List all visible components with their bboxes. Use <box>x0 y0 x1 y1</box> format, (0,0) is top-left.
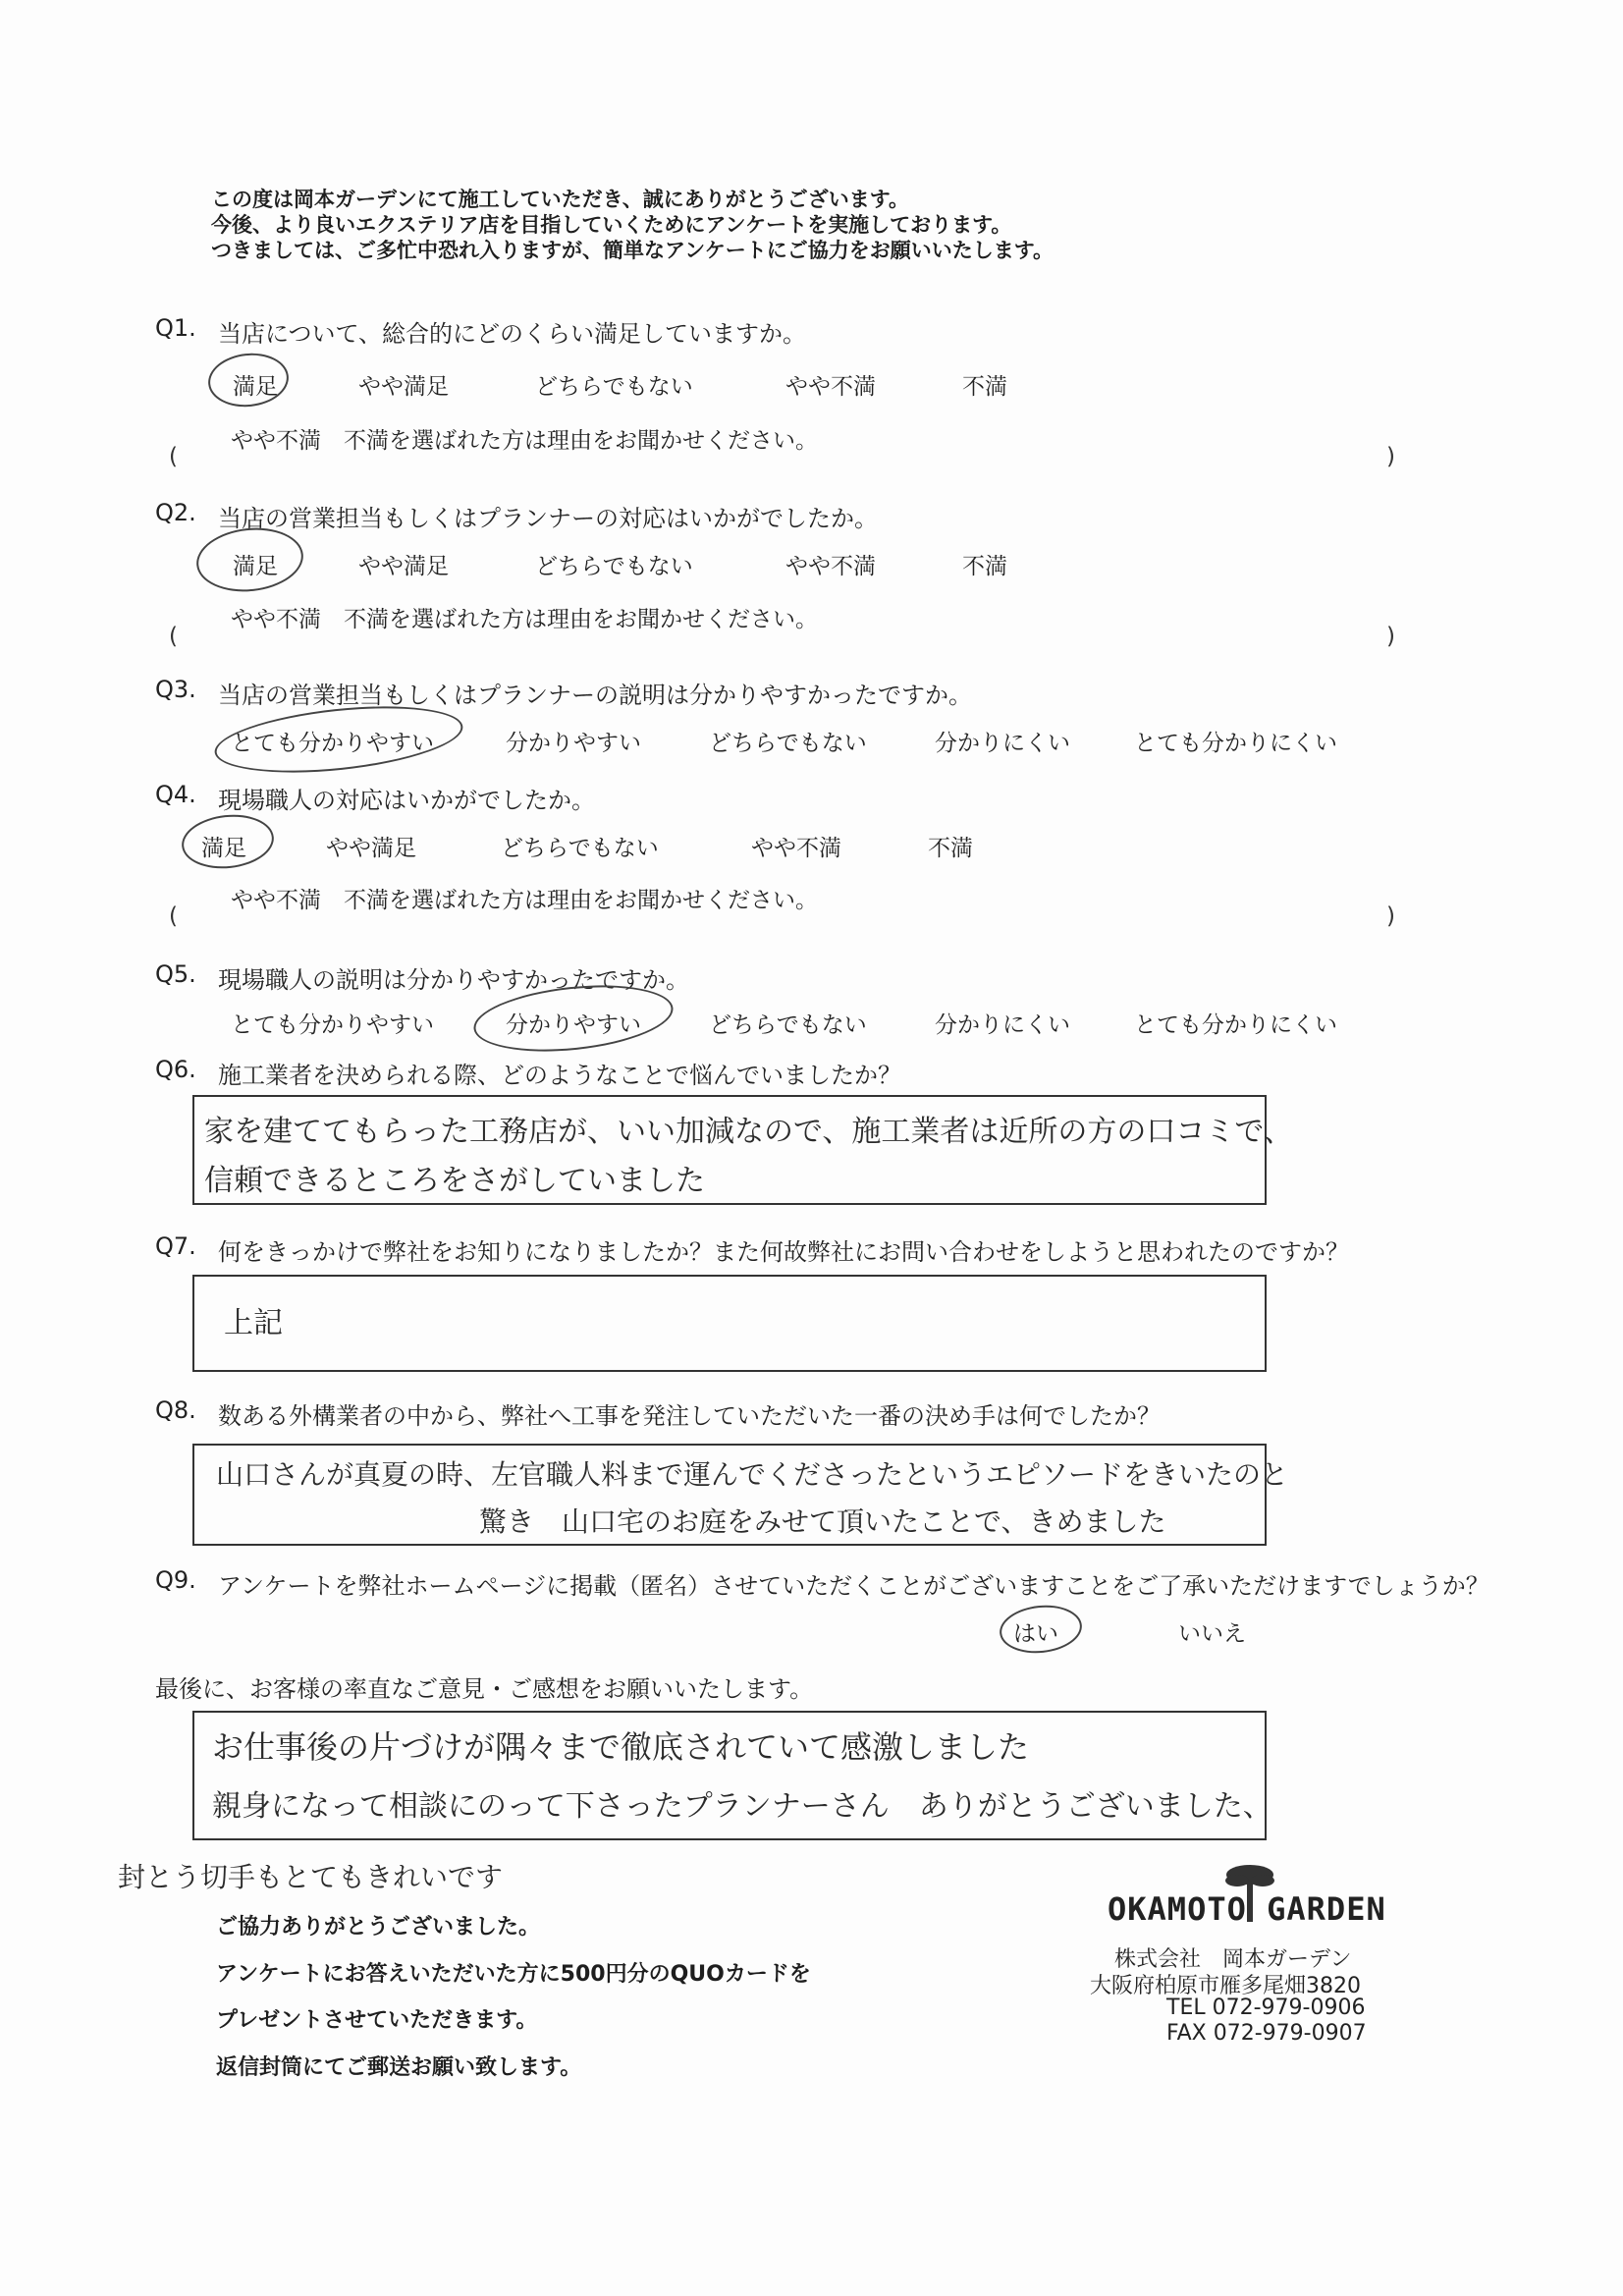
final-prompt: 最後に、お客様の率直なご意見・ご感想をお願いいたします。 <box>155 1675 814 1703</box>
q4-text: 現場職人の対応はいかがでしたか。 <box>218 787 595 814</box>
company-logo <box>1108 1861 1386 1930</box>
q5-opt-4[interactable]: 分かりにくい <box>935 1012 1070 1038</box>
intro-text <box>211 187 1054 263</box>
q4-opt-2[interactable]: やや満足 <box>326 836 416 861</box>
q2-number: Q2. <box>155 499 196 526</box>
q9-number: Q9. <box>155 1566 196 1594</box>
q2-paren-close: ) <box>1386 624 1395 649</box>
q8-answer-box[interactable] <box>192 1444 1289 1546</box>
thanks-line-3: プレゼントさせていただきます。 <box>216 2008 538 2033</box>
q3-text: 当店の営業担当もしくはプランナーの説明は分かりやすかったですか。 <box>218 682 972 709</box>
q4-paren-open: ( <box>169 903 178 929</box>
q9-selection-circle <box>998 1602 1085 1658</box>
q8-number: Q8. <box>155 1396 196 1424</box>
q9-opt-no[interactable]: いいえ <box>1178 1621 1246 1647</box>
thanks-line-2: アンケートにお答えいただいた方に500円分のQUOカードを <box>216 1962 811 1987</box>
q4-number: Q4. <box>155 781 196 808</box>
intro-line-3: つきましては、ご多忙中恐れ入りますが、簡単なアンケートにご協力をお願いいたします。 <box>211 239 1055 262</box>
q2-opt-4[interactable]: やや不満 <box>785 554 876 579</box>
q5-text: 現場職人の説明は分かりやすかったですか。 <box>218 966 689 994</box>
q3-number: Q3. <box>155 676 196 703</box>
thanks-line-4: 返信封筒にてご郵送お願い致します。 <box>216 2055 582 2080</box>
q4-selection-circle <box>179 810 276 873</box>
q5-number: Q5. <box>155 960 196 988</box>
q3-opt-1[interactable]: とても分かりやすい <box>231 731 434 756</box>
intro-line-2: 今後、より良いエクステリア店を目指していくためにアンケートを実施しております。 <box>211 213 1012 237</box>
q8-answer-line-2: 驚き 山口宅のお庭をみせて頂いたことで、きめました <box>479 1505 1166 1538</box>
q1-selection-circle <box>205 350 291 410</box>
thanks-line-1: ご協力ありがとうございました。 <box>216 1915 541 1940</box>
final-answer-line-1: お仕事後の片づけが隅々まで徹底されていて感激しました <box>212 1728 1030 1766</box>
q4-opt-1[interactable]: 満足 <box>201 836 246 861</box>
q6-text: 施工業者を決められる際、どのようなことで悩んでいましたか？ <box>218 1062 901 1089</box>
q2-opt-1[interactable]: 満足 <box>233 554 278 579</box>
q3-opt-2[interactable]: 分かりやすい <box>506 731 641 756</box>
q1-opt-1[interactable]: 満足 <box>233 374 278 400</box>
q4-paren-close: ) <box>1386 903 1395 929</box>
q5-opt-1[interactable]: とても分かりやすい <box>231 1012 434 1038</box>
final-answer-line-2: 親身になって相談にのって下さったプランナーさん ありがとうございました、 <box>212 1789 1272 1824</box>
q5-opt-2[interactable]: 分かりやすい <box>506 1012 641 1038</box>
q8-answer-line-1: 山口さんが真夏の時、左官職人料まで運んでくださったというエピソードをきいたのと <box>216 1458 1289 1491</box>
company-name: 株式会社 岡本ガーデン <box>1114 1947 1352 1972</box>
company-fax: FAX 072-979-0907 <box>1166 2021 1367 2046</box>
q3-opt-5[interactable]: とても分かりにくい <box>1134 731 1337 756</box>
q1-opt-2[interactable]: やや満足 <box>358 374 449 400</box>
q6-answer-line-2: 信頼できるところをさがしていました <box>204 1164 705 1198</box>
q1-text: 当店について、総合的にどのくらい満足していますか。 <box>218 320 807 348</box>
q2-reason-prompt: やや不満 不満を選ばれた方は理由をお聞かせください。 <box>231 607 818 632</box>
q3-opt-4[interactable]: 分かりにくい <box>935 731 1070 756</box>
q4-opt-4[interactable]: やや不満 <box>751 836 841 861</box>
q3-opt-3[interactable]: どちらでもない <box>709 731 867 756</box>
q1-opt-5[interactable]: 不満 <box>962 374 1007 400</box>
q5-opt-3[interactable]: どちらでもない <box>709 1012 867 1038</box>
q2-opt-3[interactable]: どちらでもない <box>535 554 693 579</box>
q5-opt-5[interactable]: とても分かりにくい <box>1134 1012 1337 1038</box>
q1-opt-4[interactable]: やや不満 <box>785 374 876 400</box>
q6-number: Q6. <box>155 1056 196 1083</box>
q6-answer-box[interactable] <box>192 1095 1293 1205</box>
final-answer-box[interactable] <box>192 1711 1272 1840</box>
q6-answer-line-1: 家を建ててもらった工務店が、いい加減なので、施工業者は近所の方の口コミで、 <box>204 1115 1293 1149</box>
q8-text: 数ある外構業者の中から、弊社へ工事を発注していただいた一番の決め手は何でしたか？ <box>218 1402 1161 1430</box>
q2-opt-5[interactable]: 不満 <box>962 554 1007 579</box>
q7-number: Q7. <box>155 1232 196 1260</box>
q9-opt-yes[interactable]: はい <box>1013 1621 1058 1647</box>
q7-answer-line-1: 上記 <box>224 1306 283 1340</box>
q9-text: アンケートを弊社ホームページに掲載（匿名）させていただくことがございますことをご了承いただけますでしょうか？ <box>218 1572 1489 1600</box>
q1-opt-3[interactable]: どちらでもない <box>535 374 693 400</box>
q1-paren-close: ) <box>1386 444 1395 469</box>
company-logo-text: OKAMOTO GARDEN <box>1108 1890 1386 1928</box>
company-tel: TEL 072-979-0906 <box>1166 1995 1366 2020</box>
q4-opt-5[interactable]: 不満 <box>928 836 973 861</box>
q2-text: 当店の営業担当もしくはプランナーの対応はいかがでしたか。 <box>218 505 878 532</box>
q4-reason-prompt: やや不満 不満を選ばれた方は理由をお聞かせください。 <box>231 888 818 913</box>
q2-opt-2[interactable]: やや満足 <box>358 554 449 579</box>
final-note: 封とう切手もとてもきれいです <box>118 1861 504 1893</box>
q2-paren-open: ( <box>169 624 178 649</box>
q2-selection-circle <box>193 522 306 596</box>
q7-answer-box[interactable] <box>192 1275 1267 1372</box>
q4-opt-3[interactable]: どちらでもない <box>501 836 659 861</box>
company-address: 大阪府柏原市雁多尾畑3820 <box>1090 1974 1361 1998</box>
q7-text: 何をきっかけで弊社をお知りになりましたか？また何故弊社にお問い合わせをしようと思われたのですか？ <box>218 1238 1349 1266</box>
q1-reason-prompt: やや不満 不満を選ばれた方は理由をお聞かせください。 <box>231 428 818 454</box>
intro-line-1: この度は岡本ガーデンにて施工していただき、誠にありがとうございます。 <box>211 188 910 211</box>
q1-number: Q1. <box>155 314 196 342</box>
q1-paren-open: ( <box>169 444 178 469</box>
